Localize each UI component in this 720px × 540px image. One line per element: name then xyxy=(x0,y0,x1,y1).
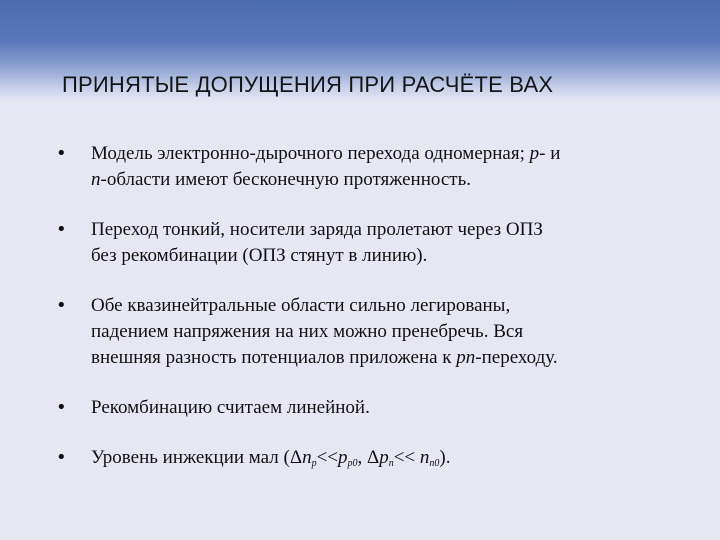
bullet-marker: • xyxy=(56,447,67,468)
bullet-2-line-1: Переход тонкий, носители заряда пролетают через ОПЗ xyxy=(91,219,543,240)
bullet-item-3 xyxy=(0,293,720,371)
bullet-1-line-1: Модель электронно-дырочного перехода одномерная; p- и xyxy=(91,143,561,164)
nn0-symbol: $n_{n0}$ xyxy=(419,447,440,469)
bullet-marker: • xyxy=(56,219,67,240)
bullet-1-line-2: n-области имеют бесконечную протяженность. xyxy=(91,169,472,190)
bullet-3-line-3: внешняя разность потенциалов приложена к pn-переходу. xyxy=(91,347,558,368)
bullet-list xyxy=(0,141,720,495)
pn-symbol: pn xyxy=(456,347,476,368)
bullet-marker: • xyxy=(56,295,67,316)
pn-density-symbol: $p_n$ xyxy=(379,447,394,469)
bullet-item-4 xyxy=(0,395,720,421)
bullet-item-5 xyxy=(0,445,720,471)
bullet-marker: • xyxy=(56,143,67,164)
bullet-item-2 xyxy=(0,217,720,269)
p-symbol: p xyxy=(529,143,540,164)
pp0-symbol: $p_{p0}$ xyxy=(338,447,358,469)
slide-title: ПРИНЯТЫЕ ДОПУЩЕНИЯ ПРИ РАСЧЁТЕ ВАХ xyxy=(62,72,554,97)
bullet-marker: • xyxy=(56,397,67,418)
bullet-2-line-2: без рекомбинации (ОПЗ стянут в линию). xyxy=(91,245,428,266)
bullet-3-line-1: Обе квазинейтральные области сильно легированы, xyxy=(91,295,511,316)
bullet-5-line-1: Уровень инжекции мал ($\Delta n_p<<p_{p0}$, $\Delta p_n<< n_{n0}$). xyxy=(91,447,451,469)
bullet-4-line-1: Рекомбинацию считаем линейной. xyxy=(91,397,370,418)
n-symbol: n xyxy=(91,169,101,190)
bullet-3-line-2: падением напряжения на них можно пренебречь. Вся xyxy=(91,321,524,342)
bullet-item-1 xyxy=(0,141,720,193)
np-symbol: $n_p$ xyxy=(302,447,317,469)
